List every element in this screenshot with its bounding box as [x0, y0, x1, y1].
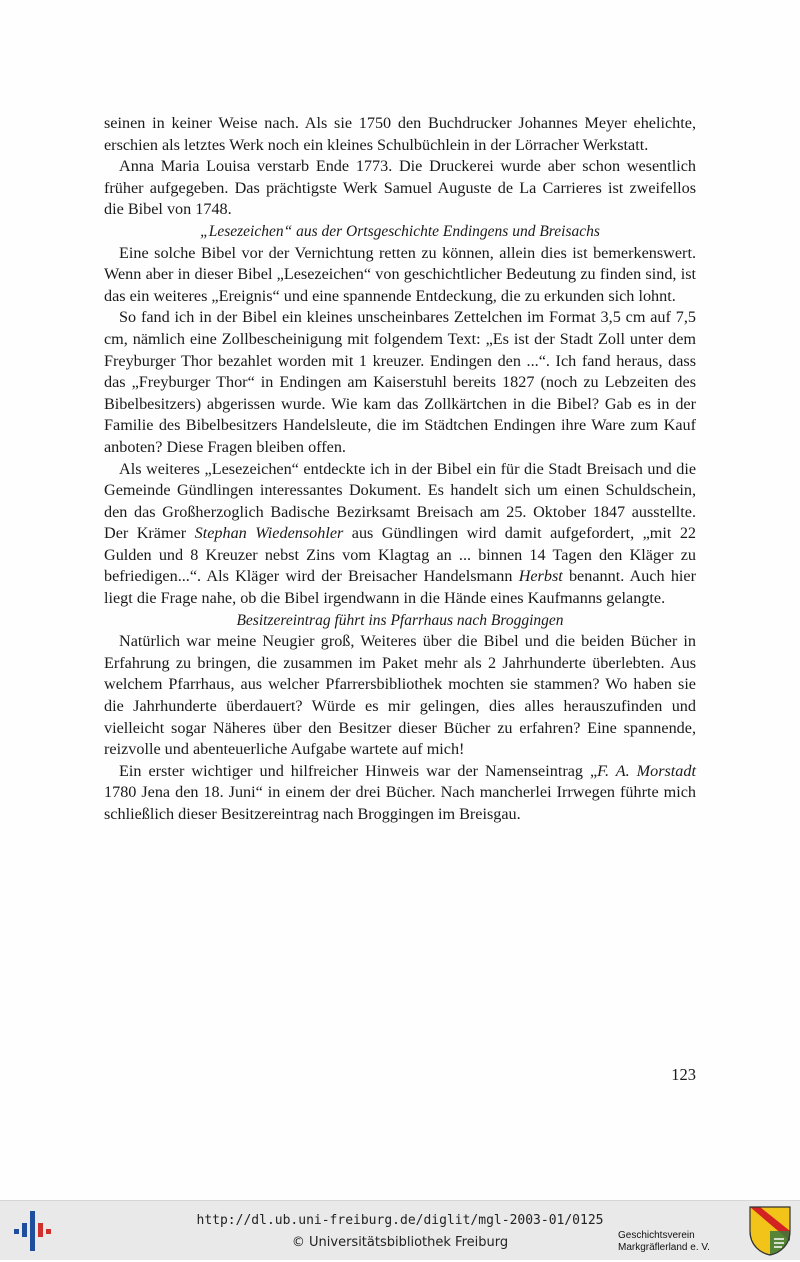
- person-name: Herbst: [518, 567, 563, 586]
- paragraph: seinen in keiner Weise nach. Als sie 1750 den Buchdrucker Johannes Meyer ehelichte, erschien als letztes Werk noch ein kleines Schulbüchlein in der Lörracher Werkstatt.: [104, 114, 696, 154]
- society-name: Geschichtsverein Markgräflerland e. V.: [618, 1230, 710, 1253]
- coat-of-arms-icon: [748, 1205, 792, 1257]
- footer-url-link[interactable]: http://dl.ub.uni-freiburg.de/diglit/mgl-2003-01/0125: [196, 1213, 604, 1228]
- paragraph: Als weiteres „Lesezeichen“ entdeckte ich in der Bibel ein für die Stadt Breisach und die Gemeinde Gündlingen interessantes Dokument. Es handelt sich um einen Schuldschein, den das Großherzoglich Badische Bezirksamt Breisach am 25. Oktober 1847 ausstellte. Der Krämer Stephan Wiedensohler aus Gündlingen wird damit aufgefordert, „mit 22 Gulden und 8 Kreuzer nebst Zins vom Klagtag an ... binnen 14 Tagen den Kläger zu befriedigen...“. Als Kläger wird der Breisacher Handelsmann Herbst benannt. Auch hier liegt die Frage nahe, ob die Bibel irgendwann in die Hände eines Kaufmanns gelangte.: [104, 459, 697, 608]
- person-name: Stephan Wiedensohler: [194, 524, 344, 543]
- paragraph: Eine solche Bibel vor der Vernichtung retten zu können, allein dies ist bemerkenswert. Wenn aber in dieser Bibel „Lesezeichen“ von geschichtlicher Bedeutung zu finden sind, ist das ein weiteres „Ereignis“ und eine spannende Entdeckung, die zu erkunden sich lohnt.: [104, 243, 696, 305]
- body-text: [104, 113, 696, 826]
- paragraph: Ein erster wichtiger und hilfreicher Hinweis war der Namenseintrag „F. A. Morstadt 1780 Jena den 18. Juni“ in einem der drei Bücher. Nach mancherlei Irrwegen führte mich schließlich dieser Besitzereintrag nach Broggingen im Breisgau.: [104, 761, 696, 823]
- person-name: F. A. Morstadt: [597, 761, 696, 780]
- page-number: 123: [671, 1065, 696, 1084]
- paragraph: Natürlich war meine Neugier groß, Weiteres über die Bibel und die beiden Bücher in Erfahrung zu bringen, die zusammen im Paket mehr als 2 Jahrhunderte überlebten. Aus welchem Pfarrhaus, aus welcher Pfarrersbibliothek mochten sie stammen? Wo haben sie die Jahrhunderte überdauert? Würde es mir gelingen, dies alles herauszufinden und vielleicht sogar Näheres über den Besitzer dieser Bücher zu erfahren? Eine spannende, reizvolle und abenteuerliche Aufgabe wartete auf mich!: [104, 632, 696, 759]
- paragraph: So fand ich in der Bibel ein kleines unscheinbares Zettelchen im Format 3,5 cm auf 7,5 cm, nämlich eine Zollbescheinigung mit folgendem Text: „Es ist der Stadt Zoll unter dem Freyburger Thor bezahlet worden mit 1 kreuzer. Endingen den ...“. Ich fand heraus, dass das „Freyburger Thor“ in Endingen am Kaiserstuhl bereits 1827 (noch zu Lebzeiten des Bibelbesitzers) abgerissen wurde. Wie kam das Zollkärtchen in die Bibel? Gab es in der Familie des Bibelbesitzers Handelsleute, die im Städtchen Endingen ihre Ware zum Kauf anboten? Diese Fragen bleiben offen.: [104, 308, 696, 456]
- paragraph: Anna Maria Louisa verstarb Ende 1773. Die Druckerei wurde aber schon wesentlich früher aufgegeben. Das prächtigste Werk Samuel Auguste de La Carrieres ist zweifellos die Bibel von 1748.: [104, 157, 696, 219]
- footer-copyright: © Universitätsbibliothek Freiburg: [291, 1235, 509, 1250]
- footer-bar: [0, 1200, 800, 1260]
- section-heading: Besitzereintrag führt ins Pfarrhaus nach Broggingen: [236, 611, 564, 629]
- section-heading: „Lesezeichen“ aus der Ortsgeschichte Endingens und Breisachs: [200, 222, 600, 240]
